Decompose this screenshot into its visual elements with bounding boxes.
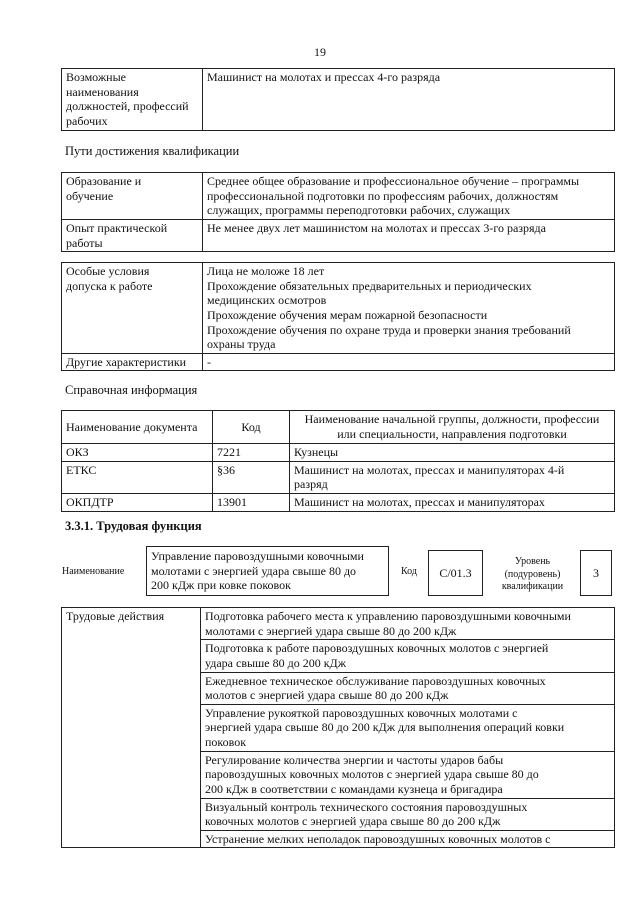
function-name-label: Наименование [62, 566, 125, 577]
col-name-header: Наименование начальной группы, должности, профессии или специальности, направления подготовки [290, 411, 615, 444]
list-item: Управление рукояткой паровоздушных ковочных молотами с энергией удара свыше 80 до 200 кДж для выполнения операций ковки поковок [201, 704, 615, 751]
education-label: Образование и обучение [62, 173, 203, 220]
reference-heading: Справочная информация [65, 383, 198, 397]
qualification-table [61, 172, 615, 252]
professions-label: Возможные наименования должностей, профессий рабочих [62, 69, 203, 131]
list-item: Визуальный контроль технического состояния паровоздушных ковочных молотов с энергией удара свыше 80 до 200 кДж [201, 798, 615, 830]
other-characteristics-label: Другие характеристики [62, 353, 203, 371]
professions-table [61, 68, 615, 131]
admission-value: Лица не моложе 18 лет Прохождение обязательных предварительных и периодических медицинских осмотров Прохождение обучения мерам пожарной безопасности Прохождение обучения по охране труда и проверки знания требований охраны труда [203, 263, 615, 354]
education-value: Среднее общее образование и профессиональное обучение – программы профессиональной подготовки по профессиям рабочих, должностям служащих, программы переподготовки рабочих, служащих [203, 173, 615, 220]
table-row [62, 608, 615, 640]
table-row: ЕТКС §36 Машинист на молотах, прессах и манипуляторах 4-й разряд [62, 461, 615, 493]
reference-table [61, 410, 615, 512]
other-characteristics-value: - [203, 353, 615, 371]
page-number: 19 [314, 45, 326, 59]
labor-actions-table [61, 607, 615, 848]
level-value-box: 3 [580, 550, 612, 596]
qualification-paths-heading: Пути достижения квалификации [65, 144, 240, 158]
level-label: Уровень (подуровень) квалификации [501, 556, 564, 592]
function-name-box: Управление паровоздушными ковочными молотами с энергией удара свыше 80 до 200 кДж при ковке поковок [146, 546, 389, 596]
function-section-title: 3.3.1. Трудовая функция [65, 519, 202, 533]
list-item: Регулирование количества энергии и частоты ударов бабы паровоздушных ковочных молотов с энергией удара свыше 80 до 200 кДж в соответствии с командами кузнеца и бригадира [201, 751, 615, 798]
col-code-header: Код [213, 411, 290, 444]
table-row: ОКПДТР 13901 Машинист на молотах, прессах и манипуляторах [62, 493, 615, 511]
function-code-box: С/01.3 [428, 550, 483, 596]
admission-table [61, 262, 615, 371]
function-code-label: Код [401, 566, 417, 577]
table-row: ОКЗ 7221 Кузнецы [62, 444, 615, 462]
admission-label: Особые условия допуска к работе [62, 263, 203, 354]
experience-value: Не менее двух лет машинистом на молотах и прессах 3-го разряда [203, 220, 615, 252]
professions-value: Машинист на молотах и прессах 4-го разряда [203, 69, 615, 131]
col-doc-header: Наименование документа [62, 411, 213, 444]
list-item: Подготовка к работе паровоздушных ковочных молотов с энергией удара свыше 80 до 200 кДж [201, 640, 615, 672]
list-item: Подготовка рабочего места к управлению паровоздушными ковочными молотами с энергией удара свыше 80 до 200 кДж [201, 608, 615, 640]
list-item: Ежедневное техническое обслуживание паровоздушных ковочных молотов с энергией удара свыше 80 до 200 кДж [201, 672, 615, 704]
experience-label: Опыт практической работы [62, 220, 203, 252]
list-item: Устранение мелких неполадок паровоздушных ковочных молотов с [201, 830, 615, 848]
labor-actions-label: Трудовые действия [62, 608, 201, 848]
